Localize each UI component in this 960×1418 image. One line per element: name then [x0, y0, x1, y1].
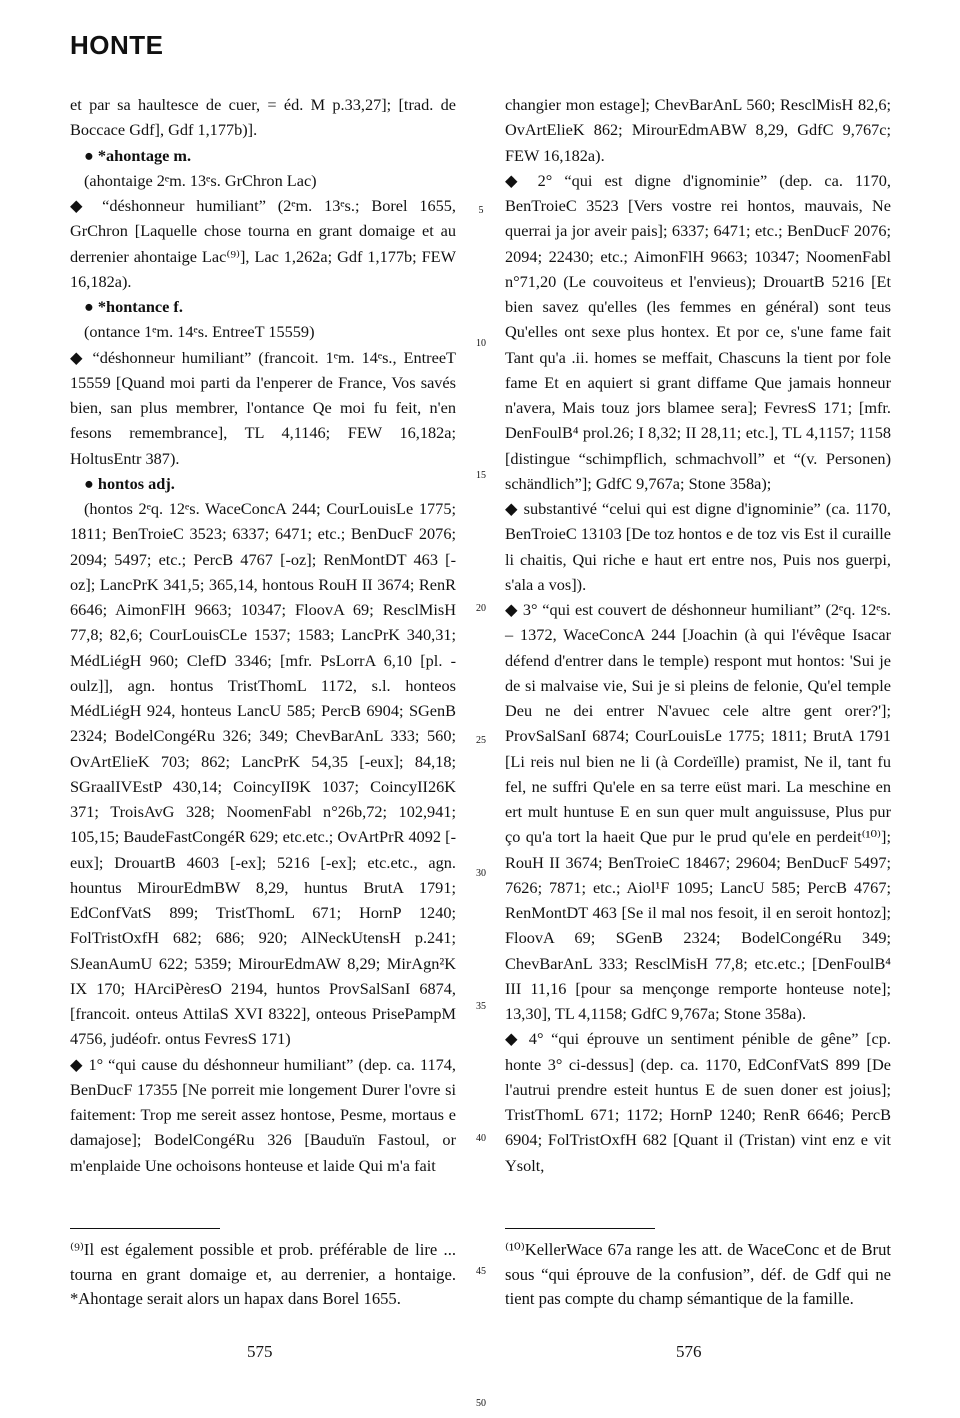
sense-paragraph: ◆ 4° “qui éprouve un sentiment pénible de gêne” [cp. honte 3° ci-dessus] (dep. ca. 1170, EdConfVatS 899 [De l'autrui prendre esteit huntus E de suen doner est joius]; TristThomL 671; 1172; HornP 1240; RenR 6646; PercB 6904; FolTristOxfH 682 [Quant il (Tristan) vint enz e vit Ysolt, [505, 1029, 891, 1175]
line-number: 25 [476, 735, 486, 747]
footnote-9: ⁽⁹⁾Il est également possible et prob. préférable de lire ... tourna en grant domaige et, au derrenier, a hontaige. *Ahontage serait alors un hapax dans Borel 1655. [70, 1240, 456, 1308]
footnote-10: ⁽¹⁰⁾KellerWace 67a range les att. de WaceConc et de Brut sous “qui éprouve de la confusion”, déf. de Gdf qui ne tient pas compte du champ sémantique de la famille. [505, 1240, 891, 1308]
running-head: HONTE [70, 30, 164, 60]
line-number: 5 [478, 205, 484, 216]
sense-paragraph: ◆ “déshonneur humiliant” (2ᵉm. 13ᵉs.; Borel 1655, GrChron [Laquelle chose tourna en grant domaige et au derrenier ahontaige Lac⁽⁹⁾], Lac 1,262a; Gdf 1,177b; FEW 16,182a). [70, 196, 456, 291]
entry-headword: ● hontos adj. [84, 473, 175, 493]
form-list: (ahontaige 2ᵉm. 13ᵉs. GrChron Lac) [84, 170, 317, 190]
line-number: 50 [476, 1398, 486, 1410]
page-number-right: 576 [676, 1342, 702, 1361]
line-number: 20 [476, 602, 486, 614]
line-number: 40 [476, 1133, 486, 1145]
sense-paragraph: ◆ 2° “qui est digne d'ignominie” (dep. ca. 1170, BenTroieC 3523 [Vers vostre rei hontos, mauvais, Ne querrai ja jor aveir pais]; 6337; 6471; etc.; BenDucF 2076; 2094; 22430; etc.; AimonFlH 9663; 10347; NoomenFabl n°71,20 (Le couvoiteus et l'envieus); DrouartB 5216 [Et bien savez qu'elles (les femmes en général) sont teus Qu'elles ont sexe plus hontex. Et por ce, s'une fame fait Tant qu'a .ii. homes se meffait, Chascuns la tient por fole fame Et en aquiert si grant diffame Que jamais honneur n'avera, Mais touz jors blamee sera]; FevresS 171; [mfr. DenFoulB⁴ prol.26; I 8,32; II 28,11; etc.], TL 4,1157; 1158 [distingue “schimpflich, schmachvoll” et “(v. Personen) schändlich”]; GdfC 9,767a; Stone 358a); [505, 170, 891, 493]
sense-paragraph: ◆ 1° “qui cause du déshonneur humiliant” (dep. ca. 1174, BenDucF 17355 [Ne porreit mie longement Durer l'ovre si faitement: Trop me sereit assez hontose, Pesme, mortaus e damajose]; BodelCongéRu 326 [Bauduïn Fastoul, or m'enplaide Une ochoisons honteuse et laide Qui m'a fait [70, 1054, 456, 1175]
line-number: 10 [476, 337, 486, 349]
line-number: 30 [476, 867, 486, 879]
paragraph: et par sa haultesce de cuer, = éd. M p.33,27]; [trad. de Boccace Gdf], Gdf 1,177b)]. [70, 95, 456, 140]
right-column [505, 92, 891, 1178]
line-number: 35 [476, 1000, 486, 1012]
footnote-rule [70, 1228, 220, 1229]
form-list: (hontos 2ᵉq. 12ᵉs. WaceConcA 244; CourLouisLe 1775; 1811; BenTroieC 3523; 6337; 6471; etc.; BenDucF 2076; 2094; 5497; etc.; PercB 4767 [-oz]; RenMontDT 463 [-oz]; LancPrK 341,5; 365,14, hontous RouH II 3674; RenR 6646; AimonFlH 9663; 10347; FloovA 69; ResclMisH 77,8; 82,6; CourLouisCLe 1537; 1583; LancPrK 340,31; MédLiégH 960; ClefD 3346; [mfr. PsLorrA 6,10 [pl. -oulz]], agn. hontus TristThomL 1172, s.l. honteos MédLiégH 924, honteus LancU 585; PercB 6904; SGenB 2324; BodelCongéRu 326; 349; ChevBarAnL 333; 560; OvArtElieK 703; 862; LancPrK 54,35 [-eux]; 84,18; SGraalIVEstP 430,14; CoincyII9K 1037; CoincyII26K 371; TroisAvG 328; NoomenFabl n°26b,72; 102,941; 105,15; BaudeFastCongéR 629; etc.etc.; OvArtPrR 4092 [-eux]; DrouartB 4603 [-ex]; 5216 [-ex]; etc.etc., agn. hountus MirourEdmBW 8,29, huntus BrutA 1791; EdConfVatS 899; TristThomL 671; HornP 1240; FolTristOxfH 682; 686; 920; AlNeckUtensH p.241; SJeanAumU 622; 5359; MirourEdmAW 8,29; MirAgn²K IX 170; HArciPèresO 2194, huntos ProvSalSanI 6874, [francoit. onteus AttilaS XVI 8322], onteous PrisePampM 4756, judéofr. ontus FevresS 171) [70, 499, 456, 1049]
form-list: (ontance 1ᵉm. 14ᵉs. EntreeT 15559) [84, 322, 315, 342]
line-number: 15 [476, 470, 486, 482]
sense-paragraph: ◆ “déshonneur humiliant” (francoit. 1ᵉm. 14ᵉs., EntreeT 15559 [Quand moi parti da l'enperer de France, Vos savés bien, san plus membrer, l'ontance Qe moi fu feit, n'en fesons remembrance], TL 4,1146; FEW 16,182a; HoltusEntr 387). [70, 347, 456, 468]
page-number-left: 575 [247, 1342, 273, 1361]
line-numbers [470, 92, 492, 1418]
footnote-rule [505, 1228, 655, 1229]
entry-headword: ● *hontance f. [84, 297, 183, 316]
entry-headword: ● *ahontage m. [84, 145, 192, 165]
line-number: 45 [476, 1265, 486, 1277]
paragraph: changier mon estage]; ChevBarAnL 560; ResclMisH 82,6; OvArtElieK 862; MirourEdmABW 8,29, GdfC 9,767c; FEW 16,182a). [505, 95, 891, 165]
left-column [70, 92, 456, 1178]
sense-paragraph: ◆ 3° “qui est couvert de déshonneur humiliant” (2ᵉq. 12ᵉs. – 1372, WaceConcA 244 [Joachin (à qui l'évêque Isacar défend d'entrer dans le temple) respont mut hontos: 'Sui je de si malvaise vie, Sui je si pleins de felonie, Qu'el temple Deu ne dei entrer N'avuec cele altre gent orer?']; ProvSalSanI 6874; CourLouisLe 1775; 1811; BrutA 1791 [Li reis nul bien ne li (à Cordeïlle) pramist, Ne il, tant fu fel, ne suffri Qu'ele en sa terre eüst mari. La meschine en ert mult huntuse E en sun quer mult anguissuse, Plus pur ço qu'a tort la haeit Que pur le prud qu'ele en perdeit⁽¹⁰⁾]; RouH II 3674; BenTroieC 18467; 29604; BenDucF 5497; 7626; 7871; etc.; Aiol¹F 1095; LancU 585; PercB 4767; RenMontDT 463 [Se il mal nos fesoit, il en seroit hontoz]; FloovA 69; SGenB 2324; BodelCongéRu 349; ChevBarAnL 333; ResclMisH 77,8; etc.etc.; [DenFoulB⁴ III 11,16 [pour sa mençonge remporte honteuse note]; 13,30], TL 4,1158; GdfC 9,767a; Stone 358a). [505, 600, 891, 1023]
sense-paragraph: ◆ substantivé “celui qui est digne d'ignominie” (ca. 1170, BenTroieC 13103 [De toz hontos e de toz vis Est il curaille li chaitis, Qui riche e haut ert entre nos, Puis nos guerpi, s'ala a vos]). [505, 499, 891, 594]
